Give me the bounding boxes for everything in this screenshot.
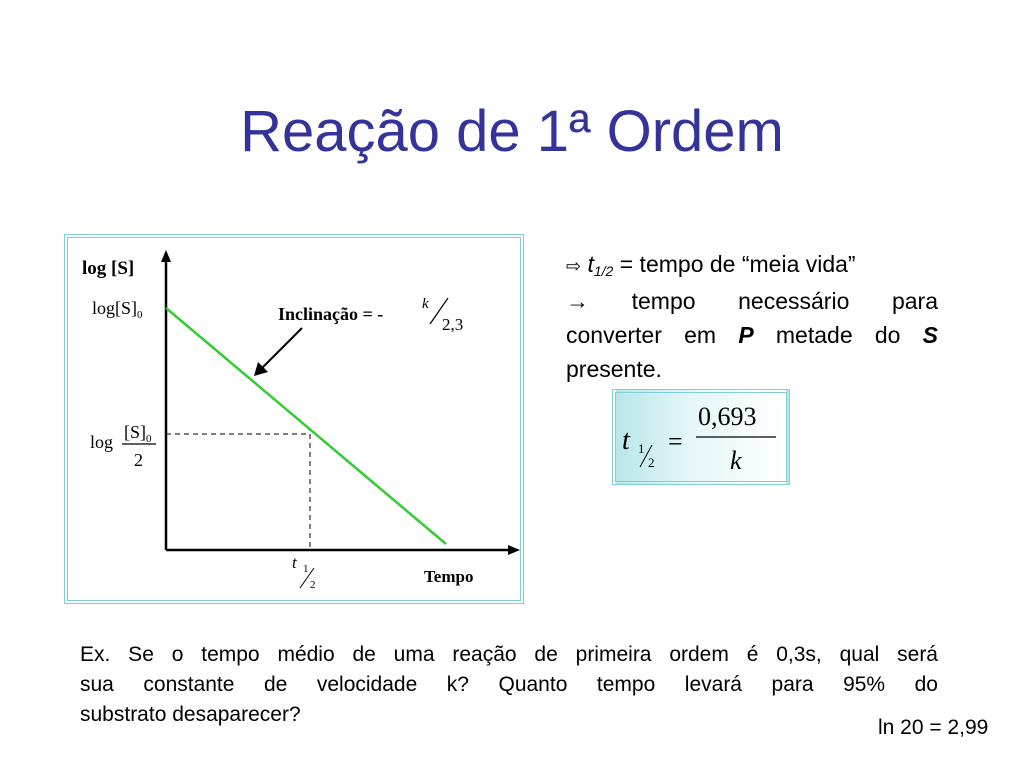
formula-sub-num: 1 (638, 441, 645, 456)
y-tick-mid-prefix: log (90, 432, 114, 452)
example-line-3: substrato desaparecer? (80, 703, 301, 726)
x-axis-label: Tempo (424, 567, 474, 586)
example-line-2: sua constante de velocidade k? Quanto tempo levará para 95% do (80, 673, 938, 696)
half-life-formula (612, 389, 790, 485)
x-tick-sub-den: 2 (310, 579, 316, 591)
slope-denominator: 2,3 (442, 315, 464, 334)
y-axis-label: log [S] (82, 258, 135, 279)
y-tick-mid-numerator: $[S]_0$ (124, 422, 152, 445)
arrow-hollow-icon: ⇨ (566, 256, 582, 276)
decay-graph (64, 234, 524, 604)
formula-denominator: k (730, 446, 742, 475)
half-life-definition (566, 247, 938, 386)
example-line-1: Ex. Se o tempo médio de uma reação de primeira ordem é 0,3s, qual será (80, 643, 938, 666)
definition-line-2 (566, 284, 938, 318)
log-hint: ln 20 = 2,99 (878, 716, 989, 739)
definition-line-3 (566, 318, 938, 352)
slope-arrow-shaft (262, 328, 302, 368)
definition-line-3-a: converter em (566, 322, 739, 348)
formula-canvas (616, 393, 786, 481)
graph-canvas (68, 238, 520, 600)
x-tick-t: t (292, 553, 297, 572)
definition-line-1-text: = tempo de “meia vida” (613, 251, 856, 277)
slope-numerator: k (422, 296, 429, 312)
half-life-symbol: t (587, 251, 594, 277)
right-arrow-icon: → (566, 288, 589, 314)
half-life-subscript: 1/2 (593, 263, 614, 279)
formula-t: t (622, 425, 630, 456)
slide-title: Reação de 1ª Ordem (240, 99, 784, 164)
x-tick-sub-num: 1 (303, 563, 309, 575)
definition-line-2-text: tempo necessário para (631, 288, 939, 314)
formula-equals: = (668, 427, 683, 456)
y-tick-mid-denominator: 2 (134, 450, 143, 470)
y-tick-top: $\log[S]_0$ (92, 298, 143, 321)
definition-line-4: presente. (566, 356, 662, 382)
definition-line-1 (566, 247, 938, 284)
substrate-symbol: S (922, 322, 939, 348)
formula-numerator: 0,693 (698, 402, 757, 431)
slope-label: Inclinação = - (278, 304, 384, 324)
decay-line (166, 308, 446, 544)
formula-sub-den: 2 (648, 455, 655, 470)
y-axis-arrow (161, 250, 171, 262)
definition-line-3-b: metade do (753, 322, 923, 348)
example-question (80, 640, 938, 730)
product-symbol: P (738, 322, 754, 348)
x-axis-arrow (508, 545, 520, 555)
